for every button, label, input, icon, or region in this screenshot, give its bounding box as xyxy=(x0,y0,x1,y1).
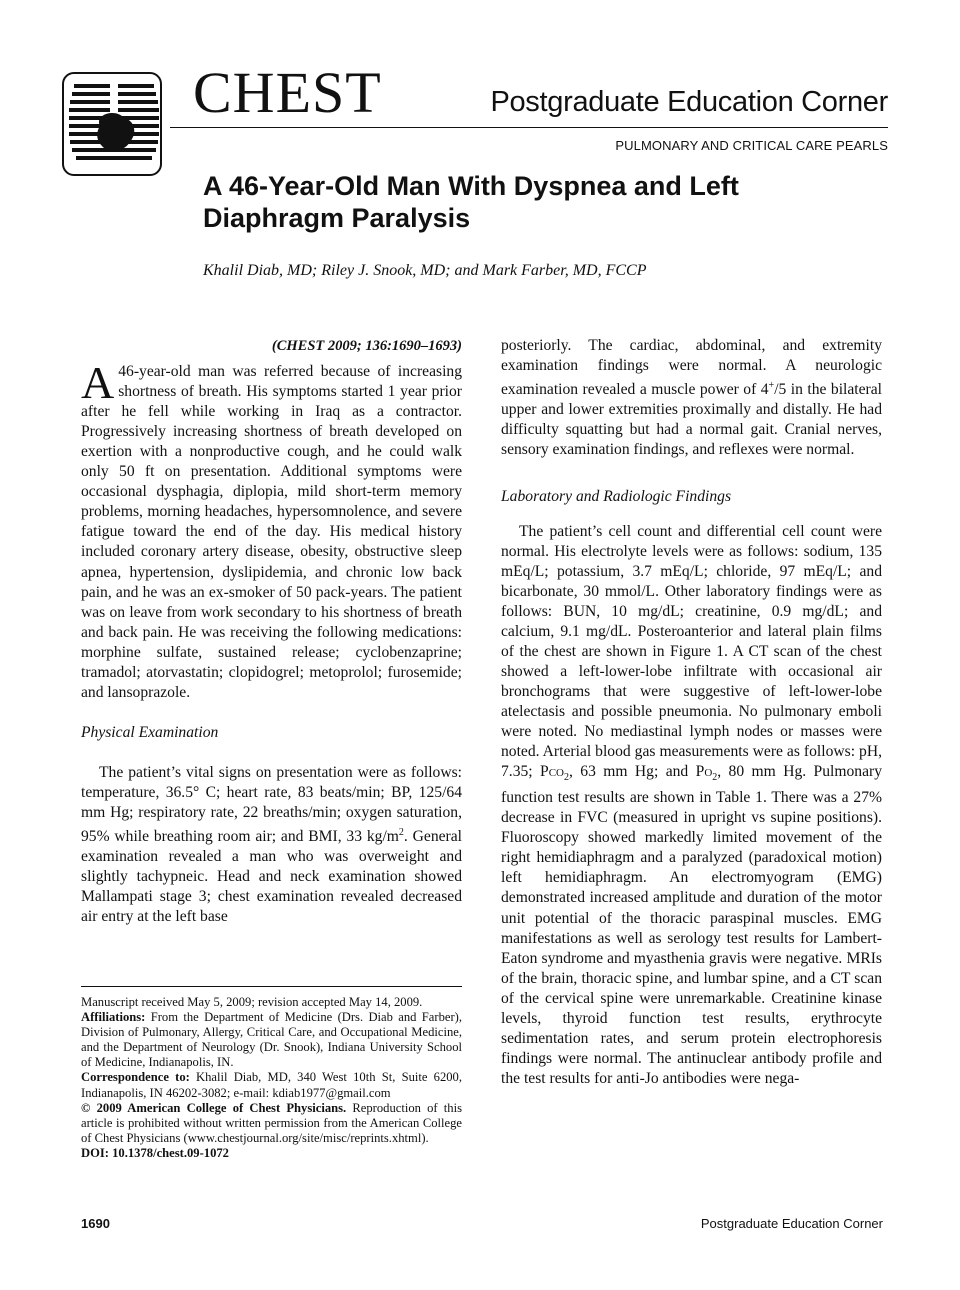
header-divider xyxy=(170,127,888,128)
footnotes xyxy=(81,995,462,1161)
author-list: Khalil Diab, MD; Riley J. Snook, MD; and Mark Farber, MD, FCCP xyxy=(203,262,647,279)
affiliations-note: Affiliations: From the Department of Medicine (Drs. Diab and Farber), Division of Pulmonary, Allergy, Critical Care, and Occupational Medicine, and the Department of Neurology (Dr. Snook), Indiana University School of Medicine, Indianapolis, IN. xyxy=(81,1010,462,1070)
journal-name: CHEST xyxy=(193,60,382,125)
manuscript-note: Manuscript received May 5, 2009; revision accepted May 14, 2009. xyxy=(81,995,423,1009)
intro-paragraph: A 46-year-old man was referred because of increasing shortness of breath. His symptoms started 1 year prior after he fell while working in Iraq as a contractor. Progressively increasing shortness of breath developed on exertion with a nonproductive cough, and he could walk only 50 ft on presentation. Additional symptoms were occasional dysphagia, diplopia, mild short-term memory problems, morning headaches, hypersomnolence, and severe fatigue toward the end of the day. His medical history included coronary artery disease, obesity, obstructive sleep apnea, hypertension, dyslipidemia, and chronic low back pain, and he was an ex-smoker of 50 pack-years. The patient was on leave from work secondary to his shortness of breath and back pain. He was receiving the following medications: morphine sulfate, sustained release; cyclobenzaprine; tramadol; atorvastatin; clopidogrel; metoprolol; furosemide; and lansoprazole. xyxy=(81,357,462,701)
copyright-note: © 2009 American College of Chest Physicians. Reproduction of this article is prohibited without written permission from the American College of Chest Physicians (www.chestjournal.org/site/misc/reprints.xhtml). xyxy=(81,1100,463,1145)
correspondence-note: Correspondence to: Khalil Diab, MD, 340 West 10th St, Suite 6200, Indianapolis, IN 46202-3082; e-mail: kdiab1977@gmail.com xyxy=(81,1070,462,1100)
physical-exam-paragraph: The patient’s vital signs on presentation were as follows: temperature, 36.5° C; heart rate, 83 beats/min; BP, 125/64 mm Hg; respiratory rate, 22 breaths/min; oxygen saturation, 95% while breathing room air; and BMI, 33 $kg/m^2$. General examination revealed a man who was overweight and slightly tachypneic. Head and neck examination showed Mallampati stage 3; chest examination revealed decreased air entry at the left base xyxy=(81,763,462,926)
drop-cap: A xyxy=(81,357,115,409)
running-footer: Postgraduate Education Corner xyxy=(700,1216,883,1231)
lab-findings-paragraph: The patient’s cell count and differential cell count were normal. His electrolyte levels were as follows: sodium, 135 mEq/L; potassium, 3.7 mEq/L; chloride, 97 mEq/L; and bicarbonate, 30 mmol/L. Other laboratory findings were as follows: BUN, 10 mg/dL; creatinine, 0.9 mg/dL; and calcium, 9.1 mg/dL. Posteroanterior and lateral plain films of the chest are shown in Figure 1. A CT scan of the chest showed a left-lower-lobe infiltrate with occasional air bronchograms that were suggestive of left-lower-lobe atelectasis and possible pneumonia. No pulmonary emboli were noted. No mediastinal lymph nodes or masses were noted. Arterial blood gas measurements were as follows: pH, 7.35; Pco$_2$, 63 mm Hg; and $Po_2$, 80 mm Hg. Pulmonary function test results are shown in Table 1. There was a 27% decrease in FVC (measured in upright vs supine positions). Fluoroscopy showed markedly limited movement of the right hemidiaphragm and a paralyzed (paradoxical motion) left hemidiaphragm. An electromyogram (EMG) demonstrated increased amplitude and duration of the motor unit potential of the thoracic paraspinal muscles. EMG manifestations as well as serology test results for Lambert-Eaton syndrome and myasthenia gravis were negative. MRIs of the brain, thoracic spine, and lumbar spine, and a CT scan of the cervical spine were unremarkable. Creatinine kinase levels, thyroid function test results, erythrocyte sedimentation rates, and serum protein electrophoresis findings were normal. The antinuclear antibody profile and the test results for anti-Jo antibodies were nega- xyxy=(501,522,882,1087)
continued-paragraph: posteriorly. The cardiac, abdominal, and extremity examination findings were normal. A neurologic examination revealed a muscle power of 4+/5 in the bilateral upper and lower extremities proximally and distally. He had difficulty squatting but had a normal gait. Cranial nerves, sensory examination findings, and reflexes were normal. xyxy=(501,337,882,459)
citation: (CHEST 2009; 136:1690–1693) xyxy=(271,338,462,354)
lab-findings-heading: Laboratory and Radiologic Findings xyxy=(501,488,732,506)
series-label: PULMONARY AND CRITICAL CARE PEARLS xyxy=(615,138,888,153)
page-number: 1690 xyxy=(81,1216,110,1231)
article-title: A 46-Year-Old Man With Dyspnea and Left Diaphragm Paralysis xyxy=(203,171,739,233)
physical-exam-heading: Physical Examination xyxy=(81,723,219,741)
doi[interactable]: DOI: 10.1378/chest.09-1072 xyxy=(81,1145,229,1160)
footnote-divider xyxy=(81,986,462,987)
right-column xyxy=(501,336,882,1089)
lungs-heart-logo-icon xyxy=(64,74,162,176)
journal-logo xyxy=(62,72,162,176)
left-column xyxy=(81,336,462,927)
section-title: Postgraduate Education Corner xyxy=(490,86,888,118)
